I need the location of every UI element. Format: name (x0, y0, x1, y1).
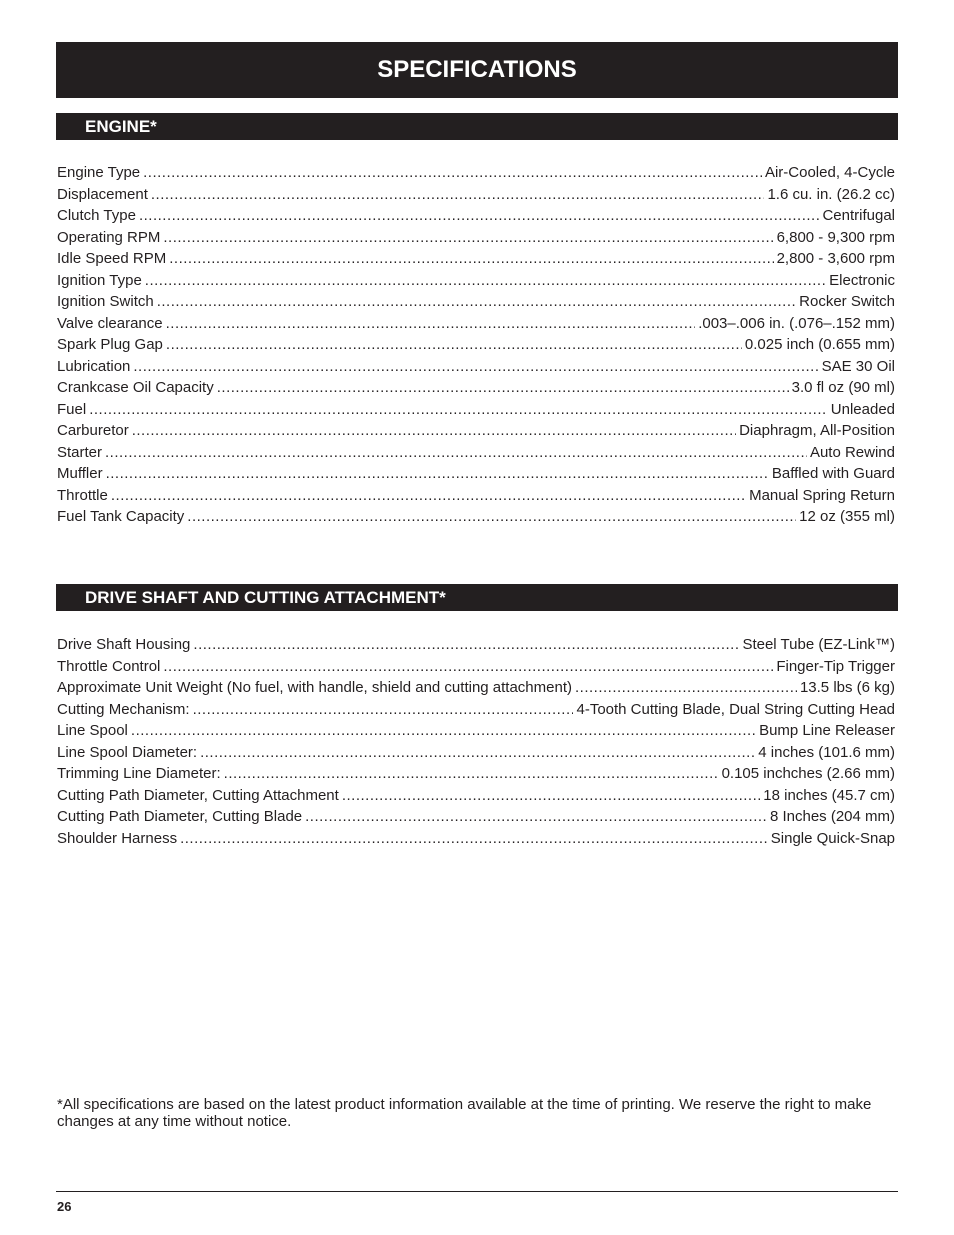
spec-row (57, 227, 895, 249)
drive-section-header (56, 584, 898, 611)
spec-value: Unleaded (830, 400, 895, 418)
spec-label: Spark Plug Gap (57, 336, 163, 353)
spec-value: 0.105 inchches (2.66 mm) (721, 765, 895, 782)
dot-leader (157, 291, 796, 313)
spec-value: Centrifugal (822, 207, 895, 224)
spec-label: Line Spool (57, 722, 128, 739)
footer-divider (56, 1191, 898, 1192)
dot-leader (111, 485, 746, 507)
dot-leader (169, 248, 773, 270)
spec-row (57, 677, 895, 699)
spec-value: Baffled with Guard (771, 465, 895, 482)
dot-leader (166, 313, 696, 335)
dot-leader (180, 828, 768, 850)
spec-label: Cutting Mechanism: (57, 700, 190, 718)
spec-label: Carburetor (57, 422, 129, 439)
dot-leader (193, 634, 739, 656)
dot-leader (575, 677, 797, 699)
spec-row (57, 785, 895, 807)
spec-value: Air-Cooled, 4-Cycle (764, 164, 895, 181)
dot-leader (139, 205, 820, 227)
spec-label: Fuel Tank Capacity (57, 508, 185, 525)
spec-row (57, 313, 895, 335)
spec-label: Valve clearance (57, 314, 163, 332)
spec-value: Diaphragm, All-Position (739, 422, 895, 439)
footnote: *All specifications are based on the latest product information available at the time of printing. We reserve the right to make changes at any time without notice. (57, 1096, 872, 1130)
dot-leader (193, 699, 574, 721)
spec-label: Cutting Path Diameter, Cutting Blade (57, 808, 303, 825)
dot-leader (143, 162, 762, 184)
spec-value: Auto Rewind (809, 443, 895, 461)
spec-value: 0.025 inch (0.655 mm) (744, 336, 895, 353)
spec-label: Cutting Path Diameter, Cutting Attachment (57, 786, 339, 804)
spec-label: Throttle Control (57, 657, 161, 675)
spec-label: Starter (57, 443, 103, 461)
spec-row (57, 463, 895, 485)
spec-label: Clutch Type (57, 207, 136, 224)
spec-label: Crankcase Oil Capacity (57, 379, 214, 396)
spec-row (57, 205, 895, 227)
spec-label: Fuel (57, 400, 87, 418)
spec-value: 3.0 fl oz (90 ml) (791, 379, 895, 396)
spec-value: Finger-Tip Trigger (776, 657, 895, 675)
spec-value: 4 inches (101.6 mm) (758, 743, 895, 761)
spec-row (57, 656, 895, 678)
engine-section-header (56, 113, 898, 140)
dot-leader (187, 506, 796, 528)
spec-label: Operating RPM (57, 228, 161, 246)
dot-leader (305, 806, 767, 828)
spec-row (57, 506, 895, 528)
dot-leader (224, 763, 719, 785)
spec-label: Muffler (57, 465, 103, 482)
spec-row (57, 720, 895, 742)
spec-row (57, 270, 895, 292)
spec-label: Displacement (57, 185, 148, 203)
spec-row (57, 184, 895, 206)
spec-label: Trimming Line Diameter: (57, 765, 221, 782)
spec-row (57, 485, 895, 507)
dot-leader (105, 442, 807, 464)
dot-leader (163, 656, 773, 678)
spec-label: Line Spool Diameter: (57, 743, 198, 761)
spec-value: 4-Tooth Cutting Blade, Dual String Cutting Head (576, 700, 895, 718)
page-title: SPECIFICATIONS (377, 56, 577, 83)
dot-leader (200, 742, 755, 764)
spec-value: Rocker Switch (799, 293, 895, 310)
spec-row (57, 356, 895, 378)
dot-leader (342, 785, 760, 807)
page-title-bar (56, 42, 898, 98)
spec-row (57, 742, 895, 764)
dot-leader (217, 377, 789, 399)
spec-label: Lubrication (57, 357, 131, 375)
spec-value: 18 inches (45.7 cm) (763, 786, 895, 804)
spec-label: Engine Type (57, 164, 141, 181)
spec-row (57, 399, 895, 421)
dot-leader (131, 720, 756, 742)
dot-leader (133, 356, 818, 378)
dot-leader (106, 463, 769, 485)
dot-leader (166, 334, 742, 356)
spec-value: 1.6 cu. in. (26.2 cc) (767, 185, 895, 203)
dot-leader (145, 270, 826, 292)
spec-value: 2,800 - 3,600 rpm (776, 250, 895, 267)
dot-leader (151, 184, 765, 206)
spec-label: Throttle (57, 486, 108, 504)
spec-label: Idle Speed RPM (57, 250, 167, 267)
spec-value: SAE 30 Oil (821, 357, 895, 375)
spec-row (57, 420, 895, 442)
spec-label: Shoulder Harness (57, 829, 178, 847)
spec-row (57, 806, 895, 828)
spec-row (57, 763, 895, 785)
spec-row (57, 377, 895, 399)
engine-section-title: ENGINE* (85, 116, 157, 136)
spec-row (57, 248, 895, 270)
spec-value: .003–.006 in. (.076–.152 mm) (698, 314, 895, 332)
spec-row (57, 828, 895, 850)
spec-label: Approximate Unit Weight (No fuel, with handle, shield and cutting attachment) (57, 679, 572, 696)
page-number: 26 (57, 1199, 72, 1214)
spec-value: 12 oz (355 ml) (799, 508, 895, 525)
spec-label: Ignition Switch (57, 293, 154, 310)
spec-value: 6,800 - 9,300 rpm (776, 228, 895, 246)
spec-value: 8 Inches (204 mm) (769, 808, 895, 825)
dot-leader (89, 399, 828, 421)
spec-value: Electronic (829, 271, 895, 289)
spec-row (57, 162, 895, 184)
spec-value: Manual Spring Return (749, 486, 895, 504)
spec-row (57, 442, 895, 464)
drive-spec-list (57, 634, 895, 849)
spec-row (57, 634, 895, 656)
engine-spec-list (57, 162, 895, 528)
spec-row (57, 291, 895, 313)
spec-label: Ignition Type (57, 271, 142, 289)
spec-value: 13.5 lbs (6 kg) (799, 679, 895, 696)
spec-row (57, 699, 895, 721)
spec-value: Bump Line Releaser (759, 722, 895, 739)
spec-row (57, 334, 895, 356)
dot-leader (163, 227, 773, 249)
spec-label: Drive Shaft Housing (57, 636, 191, 653)
spec-value: Single Quick-Snap (770, 829, 895, 847)
dot-leader (132, 420, 736, 442)
drive-section-title: DRIVE SHAFT AND CUTTING ATTACHMENT* (85, 587, 446, 607)
spec-value: Steel Tube (EZ-Link™) (742, 636, 895, 653)
